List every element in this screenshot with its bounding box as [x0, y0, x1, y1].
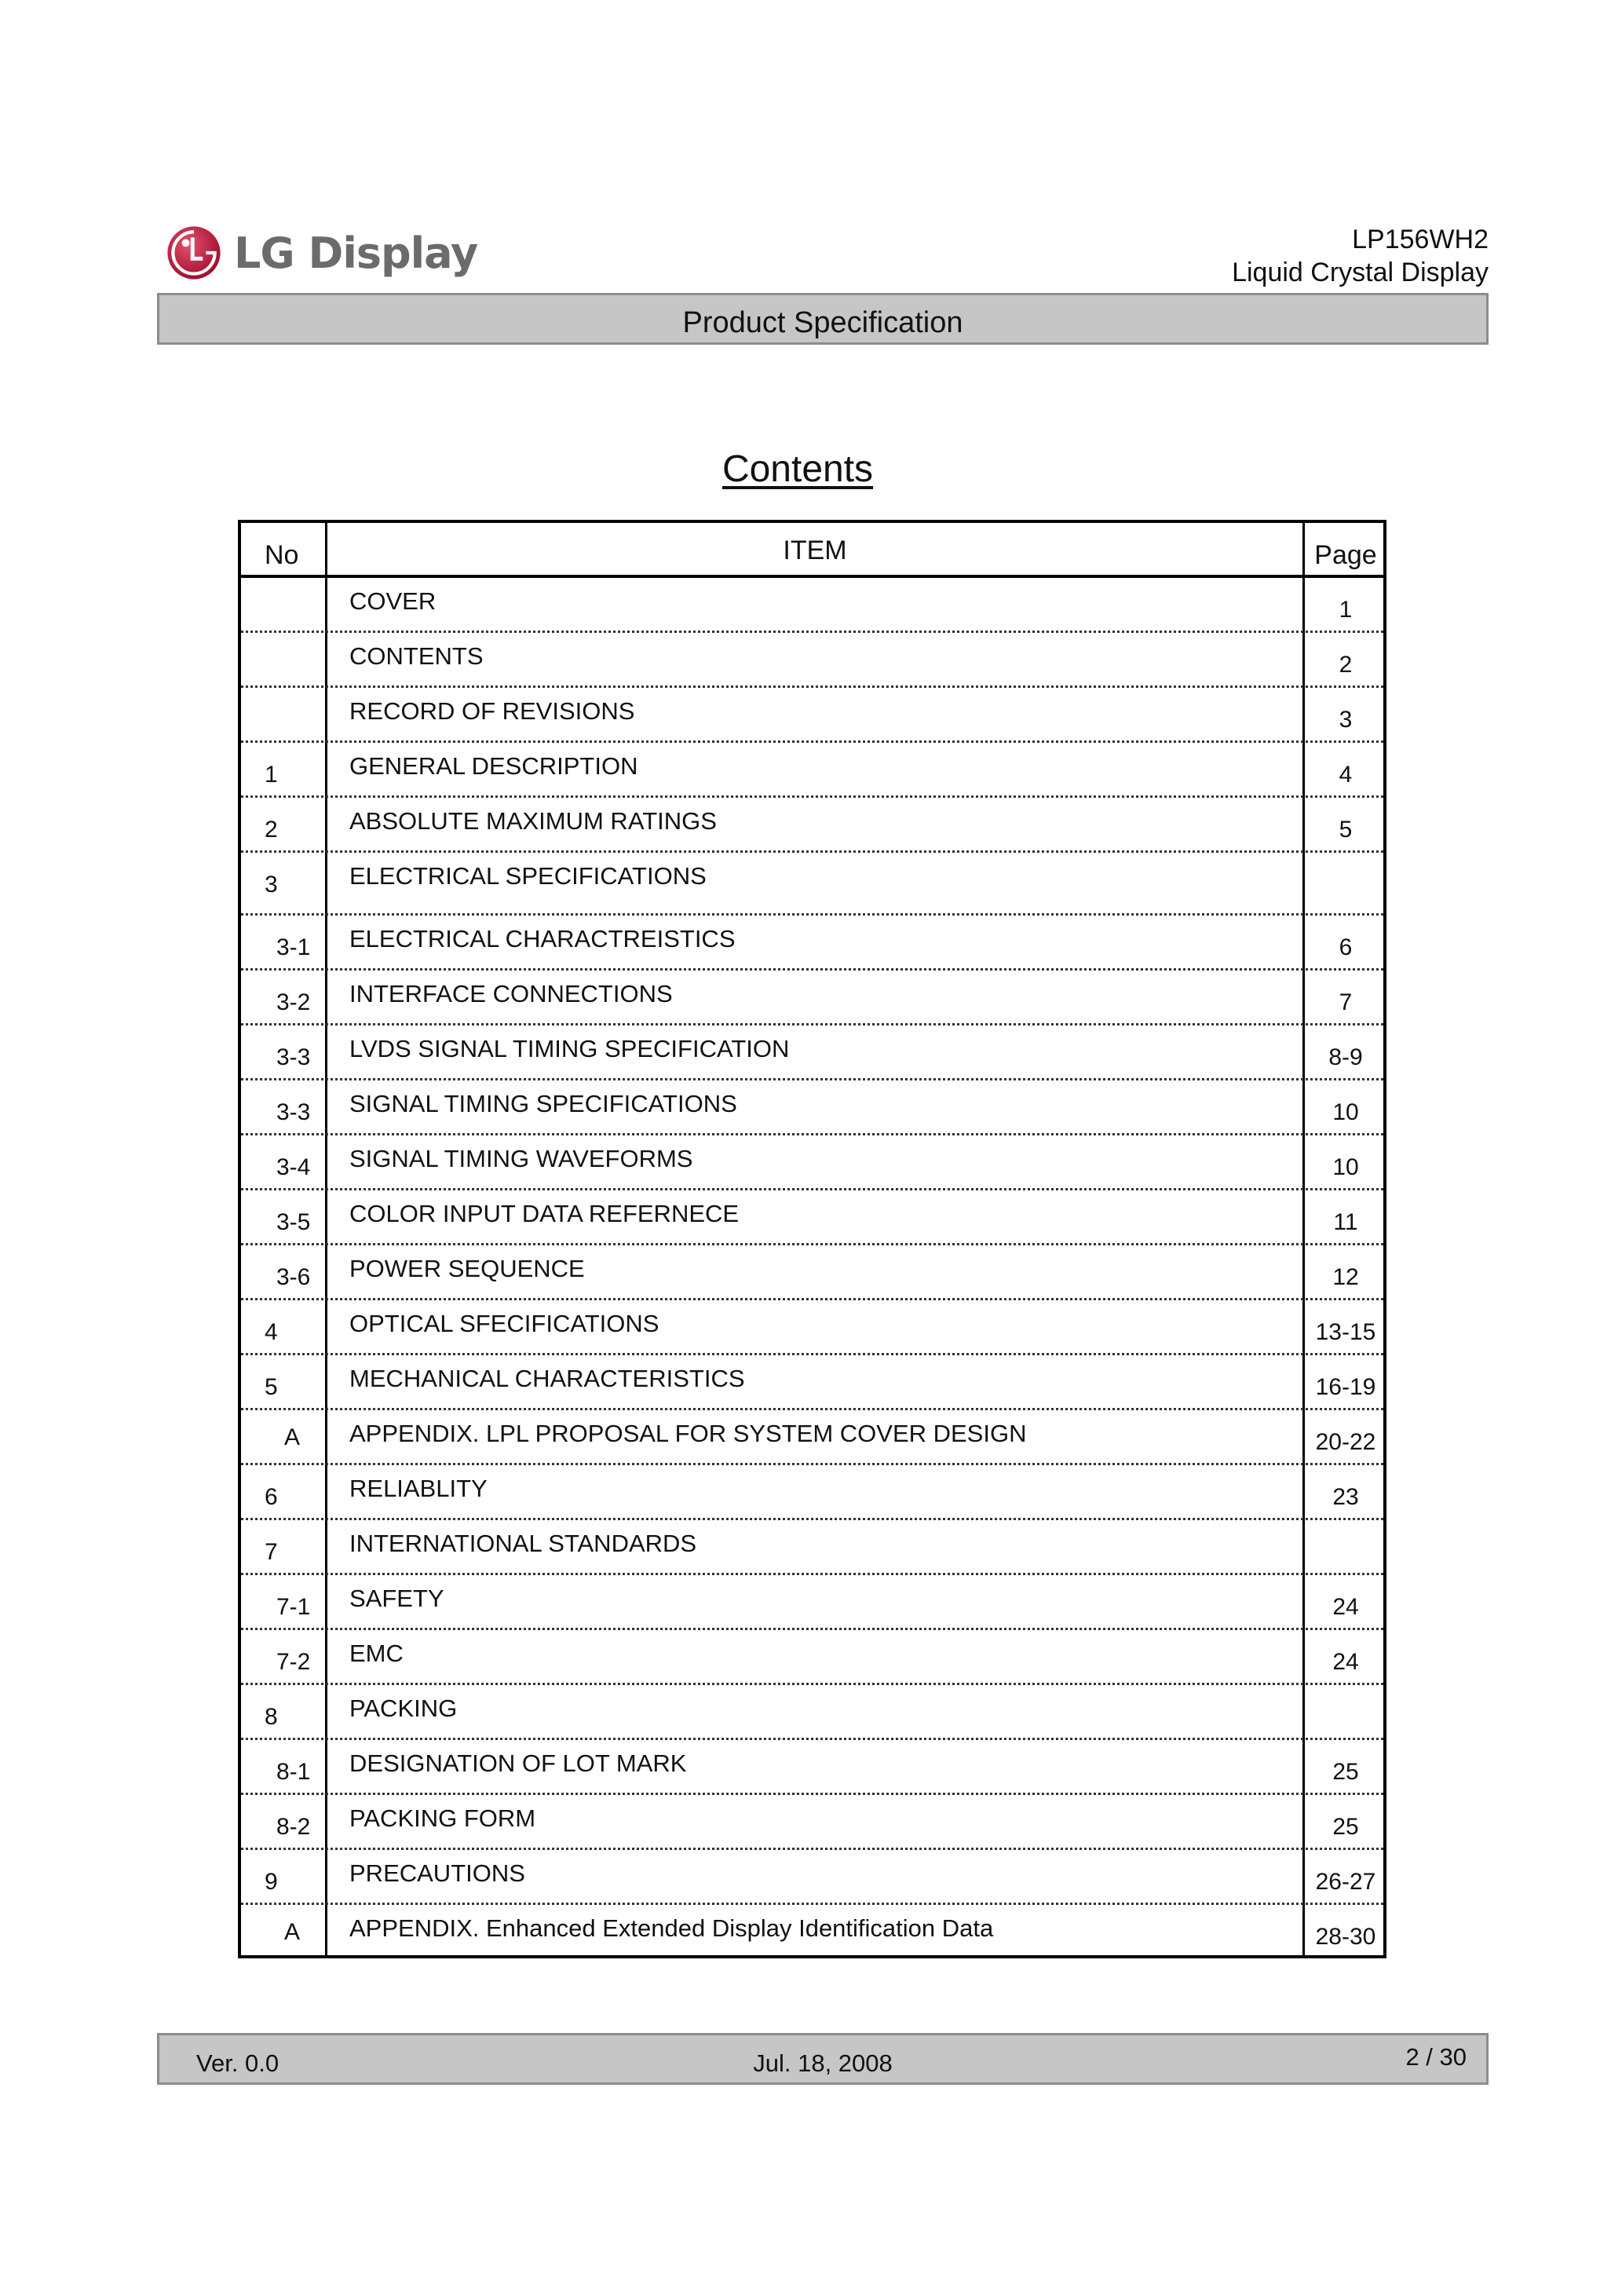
contents-table: [238, 520, 1386, 1958]
row-item: PACKING: [349, 1695, 458, 1722]
row-no: 3-2: [276, 989, 311, 1015]
row-page: 26-27: [1315, 1869, 1376, 1895]
table-row: [241, 1630, 1383, 1685]
row-no: 7: [265, 1539, 278, 1565]
row-page: 24: [1332, 1649, 1359, 1675]
table-row: [241, 1410, 1383, 1465]
table-row: [241, 1905, 1383, 1960]
table-row: [241, 1740, 1383, 1795]
header-no: No: [265, 540, 299, 570]
row-no: 5: [265, 1374, 278, 1400]
table-row: [241, 1685, 1383, 1740]
row-item: ELECTRICAL SPECIFICATIONS: [349, 862, 707, 890]
version-label: Ver. 0.0: [196, 2049, 279, 2077]
row-no: 9: [265, 1869, 278, 1895]
row-item: GENERAL DESCRIPTION: [349, 752, 638, 780]
table-row: [241, 1850, 1383, 1905]
table-row: [241, 1465, 1383, 1520]
row-page: 25: [1332, 1814, 1359, 1840]
table-row: [241, 578, 1383, 633]
row-item: APPENDIX. LPL PROPOSAL FOR SYSTEM COVER DESIGN: [349, 1420, 1027, 1447]
row-item: RELIABLITY: [349, 1475, 488, 1502]
page-number: 2 / 30: [1405, 2043, 1467, 2071]
table-row: [241, 1575, 1383, 1630]
row-item: RECORD OF REVISIONS: [349, 697, 635, 725]
table-row: [241, 916, 1383, 971]
table-row: [241, 798, 1383, 853]
row-page: 8-9: [1328, 1044, 1363, 1070]
table-header: [241, 523, 1383, 578]
row-no: 7-1: [276, 1594, 311, 1620]
row-item: POWER SEQUENCE: [349, 1255, 585, 1282]
row-no: 8: [265, 1704, 278, 1730]
product-type: Liquid Crystal Display: [1232, 258, 1489, 287]
row-item: OPTICAL SFECIFICATIONS: [349, 1310, 659, 1337]
row-no: 3-6: [276, 1264, 311, 1290]
row-no: A: [284, 1424, 301, 1450]
table-row: [241, 853, 1383, 916]
row-page: 25: [1332, 1759, 1359, 1785]
table-row: [241, 971, 1383, 1026]
row-page: 23: [1332, 1484, 1359, 1510]
row-no: 7-2: [276, 1649, 311, 1675]
row-page: 6: [1339, 934, 1353, 960]
row-page: 4: [1339, 762, 1353, 788]
document-header: [1232, 223, 1489, 289]
row-no: 3-1: [276, 934, 311, 960]
row-page: 13-15: [1315, 1319, 1376, 1345]
brand-name: LG Display: [234, 228, 478, 278]
row-page: 5: [1339, 817, 1353, 843]
row-item: DESIGNATION OF LOT MARK: [349, 1749, 687, 1777]
row-no: 3: [265, 872, 278, 898]
row-item: COLOR INPUT DATA REFERNECE: [349, 1200, 740, 1227]
row-page: 1: [1339, 597, 1353, 623]
row-item: APPENDIX. Enhanced Extended Display Identification Data: [349, 1914, 994, 1942]
table-body: [241, 578, 1383, 1955]
row-page: 3: [1339, 707, 1353, 733]
row-page: 20-22: [1315, 1429, 1376, 1455]
band-title: Product Specification: [682, 306, 963, 339]
date-label: Jul. 18, 2008: [753, 2049, 893, 2077]
title-band: [157, 293, 1489, 345]
row-page: 2: [1339, 652, 1353, 678]
row-item: PRECAUTIONS: [349, 1859, 525, 1887]
table-row: [241, 1795, 1383, 1850]
row-page: 11: [1333, 1209, 1358, 1235]
row-item: EMC: [349, 1640, 404, 1667]
row-page: 10: [1332, 1154, 1359, 1180]
row-no: A: [284, 1919, 301, 1945]
row-page: 12: [1332, 1264, 1359, 1290]
row-no: 8-1: [276, 1759, 311, 1785]
row-page: 16-19: [1315, 1374, 1376, 1400]
row-page: 10: [1332, 1099, 1359, 1125]
table-row: [241, 1355, 1383, 1410]
row-no: 3-3: [276, 1044, 311, 1070]
row-no: 1: [265, 762, 278, 788]
row-item: MECHANICAL CHARACTERISTICS: [349, 1365, 745, 1392]
row-no: 6: [265, 1484, 278, 1510]
row-item: INTERFACE CONNECTIONS: [349, 980, 673, 1007]
table-row: [241, 633, 1383, 688]
page-title: Contents: [721, 448, 874, 490]
table-row: [241, 1026, 1383, 1080]
header-item: ITEM: [783, 536, 847, 565]
table-row: [241, 1135, 1383, 1190]
row-page: 28-30: [1315, 1924, 1376, 1950]
table-row: [241, 1300, 1383, 1355]
row-no: 4: [265, 1319, 278, 1345]
row-item: LVDS SIGNAL TIMING SPECIFICATION: [349, 1035, 790, 1062]
lg-logo-icon: [166, 225, 221, 280]
row-item: CONTENTS: [349, 642, 484, 670]
table-row: [241, 1245, 1383, 1300]
row-no: 3-3: [276, 1099, 311, 1125]
table-row: [241, 1080, 1383, 1135]
table-row: [241, 1520, 1383, 1575]
footer-band: [157, 2033, 1489, 2085]
table-row: [241, 1190, 1383, 1245]
row-item: INTERNATIONAL STANDARDS: [349, 1530, 697, 1557]
row-item: SAFETY: [349, 1585, 444, 1612]
header-page: Page: [1314, 540, 1377, 570]
row-item: SIGNAL TIMING SPECIFICATIONS: [349, 1090, 737, 1117]
table-row: [241, 743, 1383, 798]
row-item: SIGNAL TIMING WAVEFORMS: [349, 1145, 693, 1172]
table-row: [241, 688, 1383, 743]
row-item: COVER: [349, 587, 437, 615]
row-no: 3-4: [276, 1154, 311, 1180]
row-page: 24: [1332, 1594, 1359, 1620]
row-no: 2: [265, 817, 278, 843]
lg-display-logo: [166, 225, 477, 281]
row-no: 3-5: [276, 1209, 311, 1235]
row-item: ABSOLUTE MAXIMUM RATINGS: [349, 807, 717, 835]
row-page: 7: [1339, 989, 1353, 1015]
row-no: 8-2: [276, 1814, 311, 1840]
row-item: ELECTRICAL CHARACTREISTICS: [349, 925, 736, 952]
model-number: LP156WH2: [1352, 225, 1489, 254]
row-item: PACKING FORM: [349, 1804, 536, 1832]
